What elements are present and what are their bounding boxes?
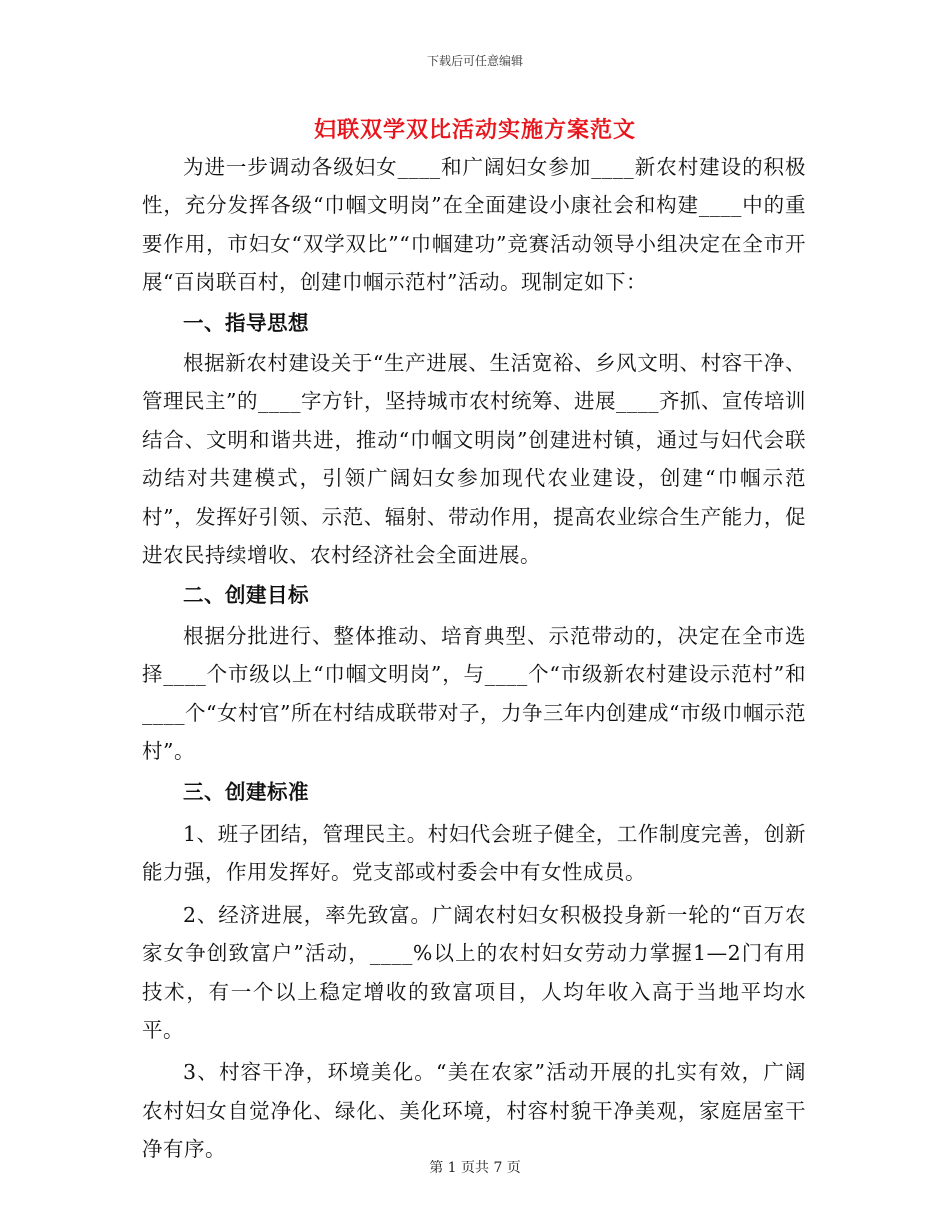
document-body <box>142 148 806 1169</box>
section-heading-standards: 三、创建标准 <box>183 779 309 804</box>
standard-item: 3、村容干净，环境美化。“美在农家”活动开展的扎实有效，广阔农村妇女自觉净化、绿化、美化环境，村容村貌干净美观，家庭居室干净有序。 <box>142 1060 806 1162</box>
standard-item: 2、经济进展，率先致富。广阔农村妇女积极投身新一轮的“百万农家女争创致富户”活动，____%以上的农村妇女劳动力掌握1—2门有用技术，有一个以上稳定增收的致富项目，人均年收入高于当地平均水平。 <box>142 902 806 1042</box>
header-note: 下载后可任意编辑 <box>426 54 523 68</box>
section-heading-goals: 二、创建目标 <box>183 583 309 608</box>
section-paragraph: 根据新农村建设关于“生产进展、生活宽裕、乡风文明、村容干净、管理民主”的____字方针，坚持城市农村统筹、进展____齐抓、宣传培训结合、文明和谐共进，推动“巾帼文明岗”创建进村镇，通过与妇代会联动结对共建模式，引领广阔妇女参加现代农业建设，创建“巾帼示范村”，发挥好引领、示范、辐射、带动作用，提高农业综合生产能力，促进农民持续增收、农村经济社会全面进展。 <box>142 351 806 568</box>
document-title: 妇联双学双比活动实施方案范文 <box>313 118 636 143</box>
section-paragraph: 根据分批进行、整体推动、培育典型、示范带动的，决定在全市选择____个市级以上“巾帼文明岗”，与____个“市级新农村建设示范村”和____个“女村官”所在村结成联带对子，力争三年内创建成“市级巾帼示范村”。 <box>142 623 806 764</box>
standard-item: 1、班子团结，管理民主。村妇代会班子健全，工作制度完善，创新能力强，作用发挥好。党支部或村委会中有女性成员。 <box>142 821 806 885</box>
section-heading-guiding-thought: 一、指导思想 <box>183 310 309 335</box>
page-number: 第 1 页共 7 页 <box>429 1160 521 1176</box>
intro-paragraph: 为进一步调动各级妇女____和广阔妇女参加____新农村建设的积极性，充分发挥各级“巾帼文明岗”在全面建设小康社会和构建____中的重要作用，市妇女“双学双比”“巾帼建功”竞赛活动领导小组决定在全市开展“百岗联百村，创建巾帼示范村”活动。现制定如下： <box>142 155 806 295</box>
